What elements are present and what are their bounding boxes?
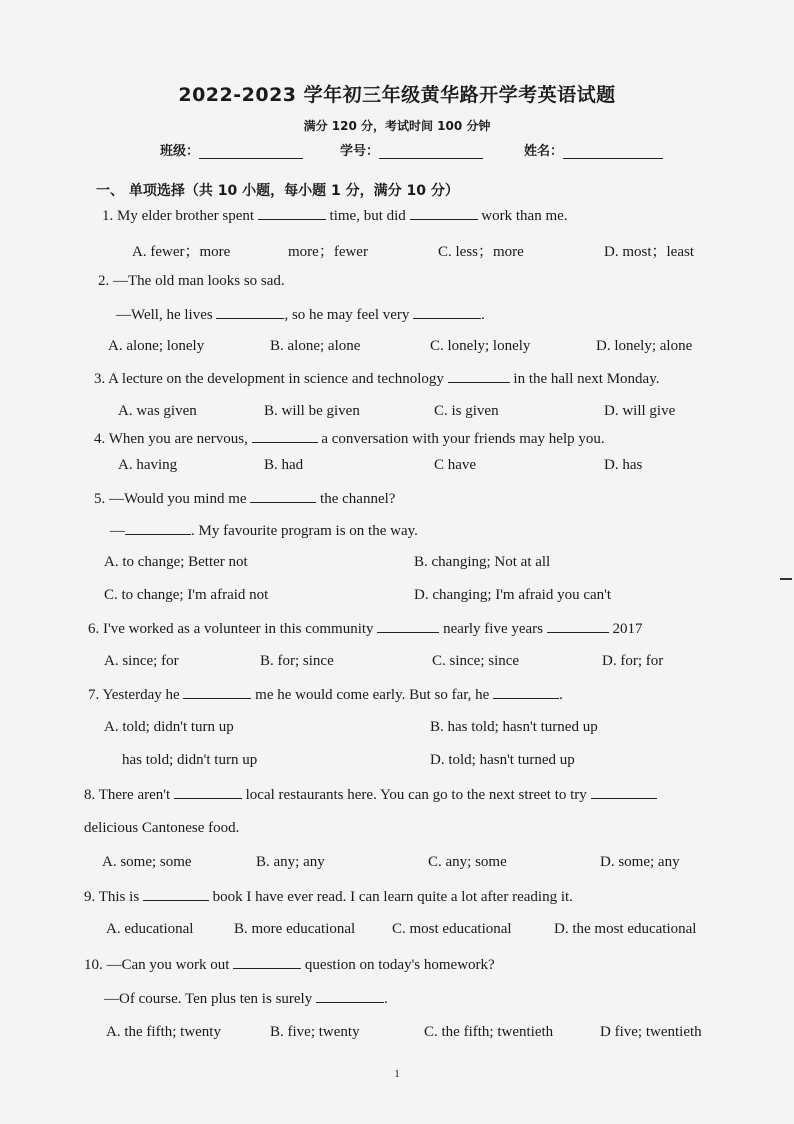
exam-title: 2022-2023 学年初三年级黄华路开学考英语试题 [178, 84, 616, 106]
question-text: . [559, 687, 563, 703]
option: A. alone; lonely [108, 338, 205, 354]
question-text: 3. A lecture on the development in science and technology [94, 371, 448, 387]
question-5 [94, 490, 395, 508]
option: C. lonely; lonely [430, 338, 531, 354]
answer-blank [183, 686, 251, 699]
option: B. alone; alone [270, 338, 361, 354]
question-text: local restaurants here. You can go to the next street to try [241, 787, 591, 803]
question-text: 4. When you are nervous, [94, 431, 252, 447]
question-text: 8. There aren't [84, 787, 174, 803]
question-9 [84, 888, 573, 906]
option: D. for; for [602, 653, 664, 669]
class-blank [199, 144, 303, 159]
option: D. has [604, 457, 643, 473]
question-text: work than me. [477, 208, 568, 224]
option: C. most educational [392, 921, 512, 937]
answer-blank [377, 620, 439, 633]
answer-blank [233, 956, 301, 969]
page-number: 1 [394, 1068, 400, 1080]
question-8 [84, 786, 657, 804]
option: D. the most educational [554, 921, 697, 937]
answer-blank [143, 888, 209, 901]
answer-blank [125, 522, 191, 535]
question-text: —Well, he lives [116, 307, 217, 323]
option: D. most；least [604, 244, 694, 260]
option: A. some; some [102, 854, 192, 870]
option: C. since; since [432, 653, 520, 669]
option: B. had [264, 457, 304, 473]
question-text: 5. —Would you mind me [94, 491, 251, 507]
question-text: question on today's homework? [301, 957, 495, 973]
answer-blank [250, 490, 316, 503]
option: A. told; didn't turn up [104, 719, 234, 735]
option: C. is given [434, 403, 499, 419]
question-10-line-2 [104, 990, 388, 1008]
class-label: 班级： [160, 144, 200, 159]
answer-blank [547, 620, 609, 633]
question-text: 9. This is [84, 889, 143, 905]
question-8-line-2: delicious Cantonese food. [84, 820, 240, 836]
option: D. lonely; alone [596, 338, 693, 354]
question-5-line-2 [110, 522, 418, 540]
answer-blank [410, 207, 478, 220]
question-3 [94, 370, 660, 388]
name-field [524, 140, 663, 159]
question-6 [88, 620, 643, 638]
question-text: 1. My elder brother spent [102, 208, 258, 224]
question-text: . [481, 307, 485, 323]
option: C have [434, 457, 477, 473]
option: D. some; any [600, 854, 680, 870]
option: A. to change; Better not [104, 554, 248, 570]
question-text: —Of course. Ten plus ten is surely [104, 991, 316, 1007]
question-2-line-2 [116, 306, 485, 324]
question-text: me he would come early. But so far, he [251, 687, 494, 703]
question-4 [94, 430, 605, 448]
option: more；fewer [288, 244, 368, 260]
option: B. changing; Not at all [414, 554, 551, 570]
question-2 [98, 273, 285, 290]
option: C. less；more [438, 244, 524, 260]
option: A. educational [106, 921, 194, 937]
option: B. for; since [260, 653, 334, 669]
option: D. told; hasn't turned up [430, 752, 575, 768]
answer-blank [448, 370, 510, 383]
question-text: book I have ever read. I can learn quite a lot after reading it. [208, 889, 573, 905]
answer-blank [252, 430, 318, 443]
option: D. will give [604, 403, 676, 419]
option: A. was given [118, 403, 197, 419]
answer-blank [316, 990, 384, 1003]
question-text: 7. Yesterday he [88, 687, 184, 703]
name-label: 姓名： [524, 144, 564, 159]
section-heading: 一、 单项选择（共 10 小题，每小题 1 分，满分 10 分） [96, 183, 459, 199]
scan-mark [780, 578, 792, 580]
name-blank [563, 144, 663, 159]
answer-blank [413, 306, 481, 319]
option: B. more educational [234, 921, 356, 937]
option: B. any; any [256, 854, 325, 870]
student-id-field [340, 140, 483, 159]
question-10 [84, 956, 495, 974]
answer-blank [493, 686, 559, 699]
option: D. changing; I'm afraid you can't [414, 587, 612, 603]
question-text: . [383, 991, 388, 1007]
student-id-blank [379, 144, 483, 159]
option: C. to change; I'm afraid not [104, 587, 269, 603]
question-text: nearly five years [439, 621, 547, 637]
option: has told; didn't turn up [122, 752, 258, 768]
answer-blank [591, 786, 657, 799]
option: B. will be given [264, 403, 360, 419]
option: C. the fifth; twentieth [424, 1024, 554, 1040]
question-text: 2017 [608, 621, 643, 637]
answer-blank [174, 786, 242, 799]
exam-subtitle: 满分 120 分，考试时间 100 分钟 [303, 119, 491, 133]
option: A. fewer；more [132, 244, 231, 260]
answer-blank [258, 207, 326, 220]
question-text: a conversation with your friends may help you. [317, 431, 605, 447]
answer-blank [216, 306, 284, 319]
option: A. having [118, 457, 178, 473]
question-text: 6. I've worked as a volunteer in this community [88, 621, 378, 637]
option: B. five; twenty [270, 1024, 360, 1040]
class-field [160, 140, 303, 159]
option: D five; twentieth [600, 1024, 702, 1040]
option: A. the fifth; twenty [106, 1024, 221, 1040]
option: C. any; some [428, 854, 507, 870]
question-text: , so he may feel very [284, 307, 414, 323]
option: B. has told; hasn't turned up [430, 719, 598, 735]
question-text: 2. —The old man looks so sad. [98, 273, 285, 289]
question-1 [102, 207, 568, 225]
question-text: time, but did [325, 208, 410, 224]
question-7 [88, 686, 563, 704]
option: A. since; for [104, 653, 179, 669]
question-text: 10. —Can you work out [84, 957, 234, 973]
question-text: — [110, 523, 125, 539]
question-text: the channel? [316, 491, 396, 507]
question-text: in the hall next Monday. [509, 371, 660, 387]
question-text: . My favourite program is on the way. [191, 523, 418, 539]
student-id-label: 学号： [340, 144, 380, 159]
